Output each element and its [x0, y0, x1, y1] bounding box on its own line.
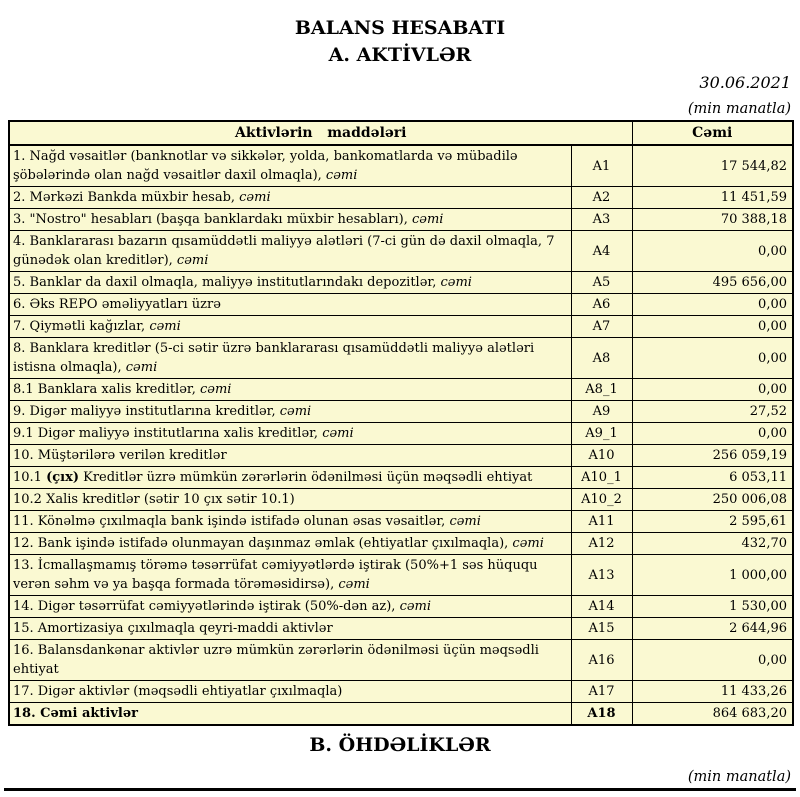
liabilities-table-top-border	[4, 788, 796, 791]
item-label-part: 9. Digər maliyyə institutlarına kreditlər,	[13, 404, 280, 419]
item-value: 250 006,08	[632, 489, 793, 511]
table-row	[9, 445, 793, 467]
item-label	[9, 231, 571, 272]
item-code: A14	[571, 596, 632, 618]
total-column-header: Cəmi	[632, 121, 793, 145]
item-label	[9, 533, 571, 555]
item-label-part: 7. Qiymətli kağızlar,	[13, 319, 150, 334]
item-label-part: 9.1 Digər maliyyə institutlarına xalis kreditlər,	[13, 426, 323, 441]
table-row	[9, 316, 793, 338]
table-row	[9, 467, 793, 489]
item-value: 432,70	[632, 533, 793, 555]
item-value: 6 053,11	[632, 467, 793, 489]
item-label	[9, 379, 571, 401]
item-label-part: cəmi	[325, 168, 358, 183]
item-code: A7	[571, 316, 632, 338]
item-value: 0,00	[632, 294, 793, 316]
item-label-part: 8. Banklara kreditlər (5-ci sətir üzrə banklararası qısamüddətli maliyyə alətləri istisna olmaqla),	[13, 341, 535, 375]
table-row	[9, 511, 793, 533]
item-code: A12	[571, 533, 632, 555]
item-label-part: cəmi	[399, 599, 432, 614]
item-value: 256 059,19	[632, 445, 793, 467]
item-label-part: 6. Əks REPO əməliyyatları üzrə	[13, 297, 221, 312]
table-row	[9, 401, 793, 423]
item-label-part: 10. Müştərilərə verilən kreditlər	[13, 448, 227, 463]
table-row	[9, 209, 793, 231]
item-label	[9, 618, 571, 640]
table-row	[9, 533, 793, 555]
report-date: 30.06.2021	[699, 73, 791, 92]
table-row	[9, 294, 793, 316]
item-code: A18	[571, 703, 632, 726]
item-code: A9	[571, 401, 632, 423]
section-b-title: B. ÖHDƏLİKLƏR	[309, 734, 491, 756]
table-row	[9, 145, 793, 187]
item-code: A5	[571, 272, 632, 294]
item-code: A13	[571, 555, 632, 596]
item-label	[9, 316, 571, 338]
item-label-part: Kreditlər üzrə mümkün zərərlərin ödənilməsi üçün məqsədli ehtiyat	[78, 470, 533, 485]
item-value: 0,00	[632, 640, 793, 681]
item-value: 864 683,20	[632, 703, 793, 726]
item-code: A10_1	[571, 467, 632, 489]
item-label-part: 10.1	[13, 470, 47, 485]
table-header-row	[9, 121, 793, 145]
item-label	[9, 467, 571, 489]
item-label-part: cəmi	[322, 426, 354, 441]
item-label-part: cəmi	[199, 382, 232, 397]
table-row	[9, 338, 793, 379]
item-label-part: 17. Digər aktivlər (məqsədli ehtiyatlar çıxılmaqla)	[13, 684, 343, 699]
item-value: 1 000,00	[632, 555, 793, 596]
item-label-part: 8.1 Banklara xalis kreditlər,	[13, 382, 200, 397]
item-label	[9, 294, 571, 316]
item-code: A8	[571, 338, 632, 379]
item-label-part: (çıx)	[46, 470, 79, 485]
item-label	[9, 681, 571, 703]
item-label-part: 14. Digər təsərrüfat cəmiyyətlərində iştirak (50%-dən az),	[13, 599, 400, 614]
item-code: A1	[571, 145, 632, 187]
item-label	[9, 338, 571, 379]
item-code: A2	[571, 187, 632, 209]
item-code: A8_1	[571, 379, 632, 401]
item-label-part: cəmi	[279, 404, 312, 419]
item-label-part: cəmi	[440, 275, 472, 290]
item-code: A10_2	[571, 489, 632, 511]
report-title: BALANS HESABATI	[294, 17, 506, 39]
items-column-header: Aktivlərin maddələri	[9, 121, 632, 145]
table-row	[9, 489, 793, 511]
item-label	[9, 445, 571, 467]
assets-table	[8, 120, 794, 726]
item-label-part: 5. Banklar da daxil olmaqla, maliyyə institutlarındakı depozitlər,	[13, 275, 441, 290]
item-label-part: cəmi	[338, 577, 370, 592]
item-label-part: 2. Mərkəzi Bankda müxbir hesab,	[13, 190, 240, 205]
item-value: 11 451,59	[632, 187, 793, 209]
item-label-part: 3. "Nostro" hesabları (başqa banklardakı müxbir hesabları),	[13, 212, 412, 227]
table-row	[9, 231, 793, 272]
table-row	[9, 703, 793, 726]
item-code: A15	[571, 618, 632, 640]
item-label-part: cəmi	[125, 360, 158, 375]
item-value: 0,00	[632, 379, 793, 401]
table-row	[9, 681, 793, 703]
item-value: 27,52	[632, 401, 793, 423]
item-code: A4	[571, 231, 632, 272]
item-value: 0,00	[632, 231, 793, 272]
item-value: 1 530,00	[632, 596, 793, 618]
section-a-title: A. AKTİVLƏR	[328, 44, 472, 66]
item-label	[9, 401, 571, 423]
item-label	[9, 555, 571, 596]
item-label-part: cəmi	[512, 536, 544, 551]
assets-table-body	[9, 145, 793, 725]
item-label-part: 12. Bank işində istifadə olunmayan daşınmaz əmlak (ehtiyatlar çıxılmaqla),	[13, 536, 513, 551]
item-label-part: 4. Banklararası bazarın qısamüddətli maliyyə alətləri (7-ci gün də daxil olmaqla, 7 günədək olan kreditlər),	[13, 234, 555, 268]
table-row	[9, 272, 793, 294]
item-label-part: cəmi	[176, 253, 209, 268]
table-row	[9, 187, 793, 209]
item-label	[9, 209, 571, 231]
item-label-part: 16. Balansdankənar aktivlər uzrə mümkün zərərlərin ödənilməsi üçün məqsədli ehtiyat	[13, 643, 539, 677]
item-label	[9, 596, 571, 618]
item-label	[9, 423, 571, 445]
item-label-part: cəmi	[411, 212, 444, 227]
item-label	[9, 145, 571, 187]
item-label-part: 10.2 Xalis kreditlər (sətir 10 çıx sətir 10.1)	[13, 492, 295, 507]
item-code: A9_1	[571, 423, 632, 445]
item-code: A11	[571, 511, 632, 533]
item-label-part: cəmi	[149, 319, 181, 334]
item-value: 70 388,18	[632, 209, 793, 231]
item-value: 0,00	[632, 338, 793, 379]
item-label	[9, 489, 571, 511]
table-row	[9, 423, 793, 445]
item-label-part: cəmi	[239, 190, 271, 205]
table-row	[9, 379, 793, 401]
item-label	[9, 511, 571, 533]
item-label-part: 1. Nağd vəsaitlər (banknotlar və sikkələr, yolda, bankomatlarda və mübadilə şöbələrində olan nağd vəsaitlər daxil olmaqla),	[13, 149, 518, 183]
item-label-part: 18. Cəmi aktivlər	[13, 706, 138, 721]
table-row	[9, 555, 793, 596]
item-label-part: 13. İcmallaşmamış törəmə təsərrüfat cəmiyyətlərdə iştirak (50%+1 səs hüququ verən səhm və ya başqa formada törəməsidirsə),	[13, 558, 538, 592]
item-value: 495 656,00	[632, 272, 793, 294]
item-code: A3	[571, 209, 632, 231]
table-row	[9, 640, 793, 681]
item-code: A17	[571, 681, 632, 703]
item-label-part: 11. Könəlmə çıxılmaqla bank işində istifadə olunan əsas vəsaitlər,	[13, 514, 450, 529]
unit-note-assets: (min manatla)	[687, 101, 791, 117]
item-label	[9, 640, 571, 681]
item-label-part: 15. Amortizasiya çıxılmaqla qeyri-maddi aktivlər	[13, 621, 333, 636]
item-code: A6	[571, 294, 632, 316]
item-value: 17 544,82	[632, 145, 793, 187]
item-code: A16	[571, 640, 632, 681]
item-value: 2 644,96	[632, 618, 793, 640]
unit-note-liabilities: (min manatla)	[687, 769, 791, 785]
item-value: 0,00	[632, 316, 793, 338]
item-value: 11 433,26	[632, 681, 793, 703]
item-label-part: cəmi	[449, 514, 481, 529]
table-row	[9, 618, 793, 640]
item-label	[9, 272, 571, 294]
table-row	[9, 596, 793, 618]
item-code: A10	[571, 445, 632, 467]
item-label	[9, 187, 571, 209]
item-value: 0,00	[632, 423, 793, 445]
item-label	[9, 703, 571, 726]
item-value: 2 595,61	[632, 511, 793, 533]
